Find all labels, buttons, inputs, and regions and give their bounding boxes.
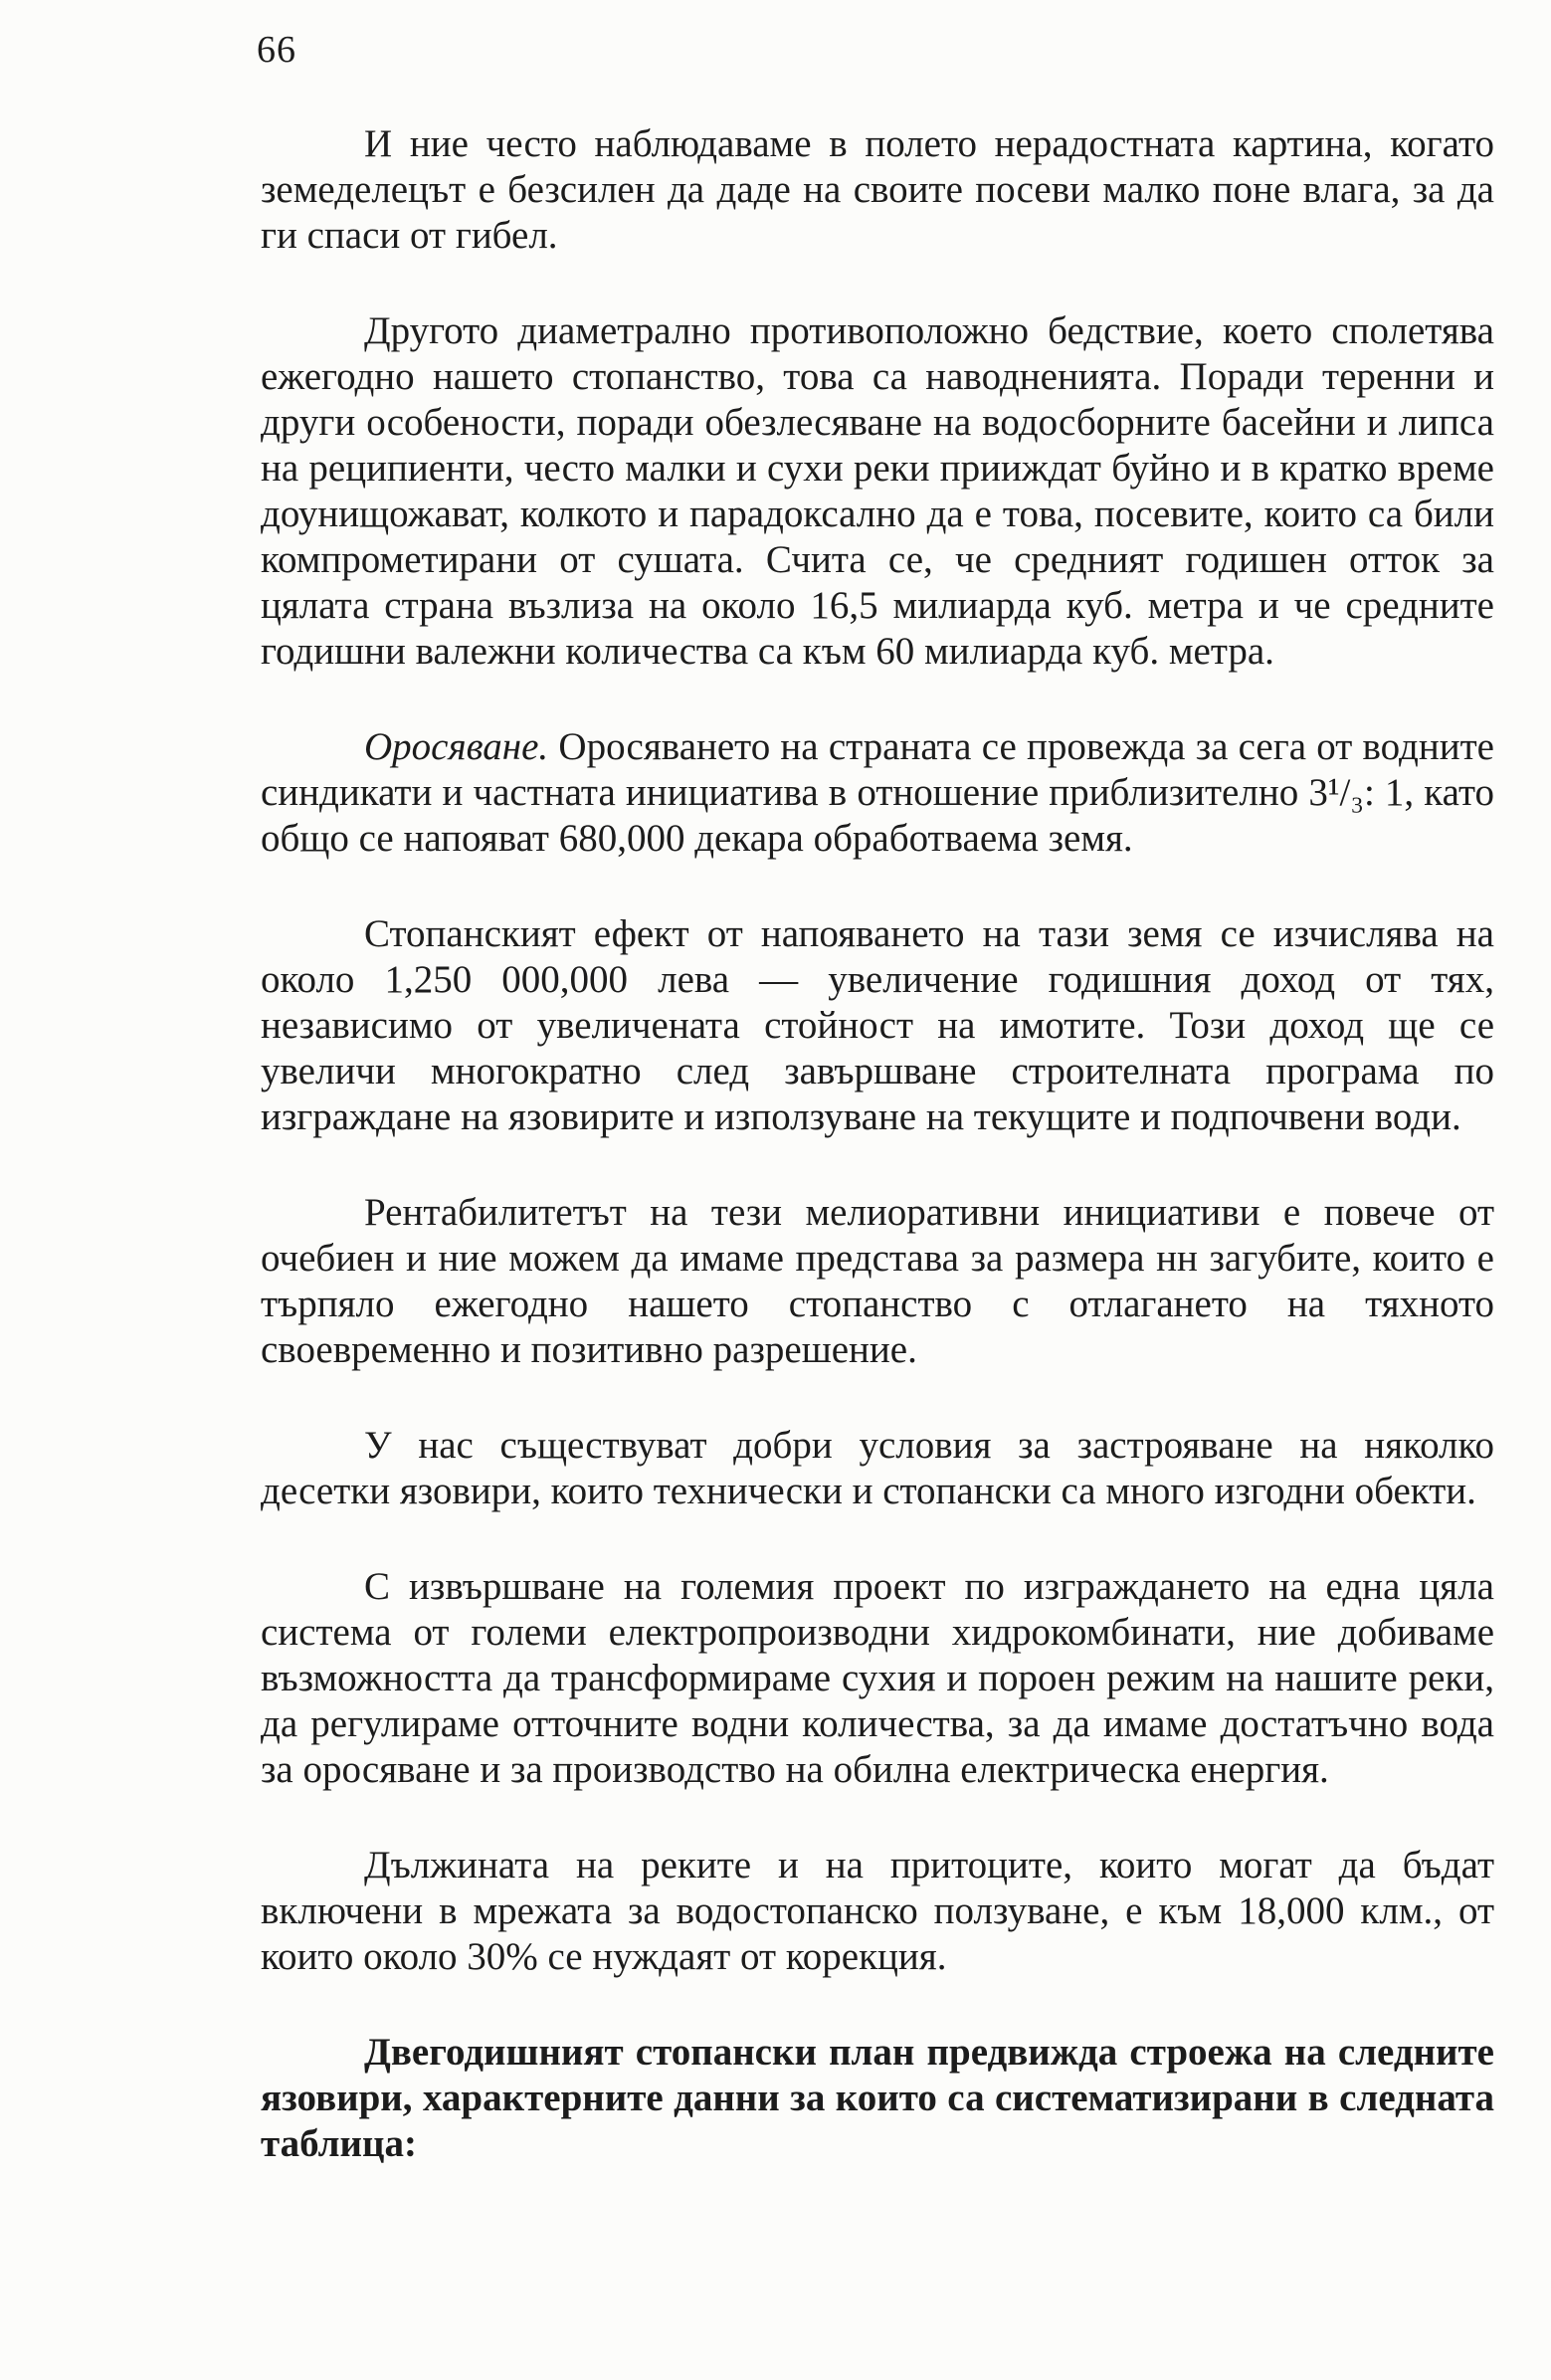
paragraph bbox=[261, 724, 1494, 862]
paragraph bbox=[261, 308, 1494, 675]
paragraph-text: Рентабилитетът на тези мелиоративни инициативи е повече от очебиен и ние можем да имаме представа за размера нн загубите, които е търпяло ежегодно нашето стопанство с отлагането на тяхното своевременно и позитивно разрешение. bbox=[261, 1191, 1494, 1371]
paragraph bbox=[261, 121, 1494, 259]
paragraph-text: Стопанският ефект от напояването на тази земя се изчислява на около 1,250 000,000 лева — увеличение годишния доход от тях, независимо от увеличената стойност на имотите. Този доход ще се увеличи многократно след завършване строителната програма по изграждане на язовирите и използуване на текущите и подпочвени води. bbox=[261, 912, 1494, 1138]
paragraph bbox=[261, 1843, 1494, 1980]
paragraph-text: С извършване на големия проект по изграждането на една цяла система от големи електропроизводни хидрокомбинати, ние добиваме възможността да трансформираме сухия и пороен режим на нашите реки, да регулираме отточните водни количества, за да имаме достатъчно вода за оросяване и за производство на обилна електрическа енергия. bbox=[261, 1565, 1494, 1791]
paragraph-text: Другото диаметрално противоположно бедствие, което сполетява ежегодно нашето стопанство, това са наводненията. Поради теренни и други особености, поради обезлесяване на водосборните басейни и липса на реципиенти, често малки и сухи реки прииждат буйно и в кратко време доунищожават, колкото и парадоксално да е това, посевите, които са били компрометирани от сушата. Счита се, че средният годишен отток за цялата страна възлиза на около 16,5 милиарда куб. метра и че средните годишни валежни количества са към 60 милиарда куб. метра. bbox=[261, 309, 1494, 673]
paragraph bbox=[261, 1423, 1494, 1514]
paragraph bbox=[261, 911, 1494, 1140]
page-number: 66 bbox=[257, 29, 296, 71]
paragraph bbox=[261, 1190, 1494, 1373]
paragraph bbox=[261, 2030, 1494, 2167]
paragraph-lead: Оросяване. bbox=[364, 725, 549, 768]
paragraph-text: Оросяването на страната се провежда за сега от водните синдикати и частната инициатива в отношение приблизително 3¹/₃: 1, като общо се напояват 680,000 декара обработваема земя. bbox=[261, 725, 1494, 860]
paragraph-text: Дължината на реките и на притоците, които могат да бъдат включени в мрежата за водостопанско ползуване, е към 18,000 клм., от които около 30% се нуждаят от корекция. bbox=[261, 1844, 1494, 1978]
paragraph-text: У нас съществуват добри условия за застрояване на няколко десетки язовири, които технически и стопански са много изгодни обекти. bbox=[261, 1424, 1494, 1512]
body-text bbox=[261, 121, 1494, 2217]
paragraph bbox=[261, 1564, 1494, 1793]
paragraph-text: Двегодишният стопански план предвижда строежа на следните язовири, характерните данни за които са систематизирани в следната таблица: bbox=[261, 2031, 1494, 2165]
paragraph-text: И ние често наблюдаваме в полето нерадостната картина, когато земеделецът е безсилен да даде на своите посеви малко поне влага, за да ги спаси от гибел. bbox=[261, 122, 1494, 257]
